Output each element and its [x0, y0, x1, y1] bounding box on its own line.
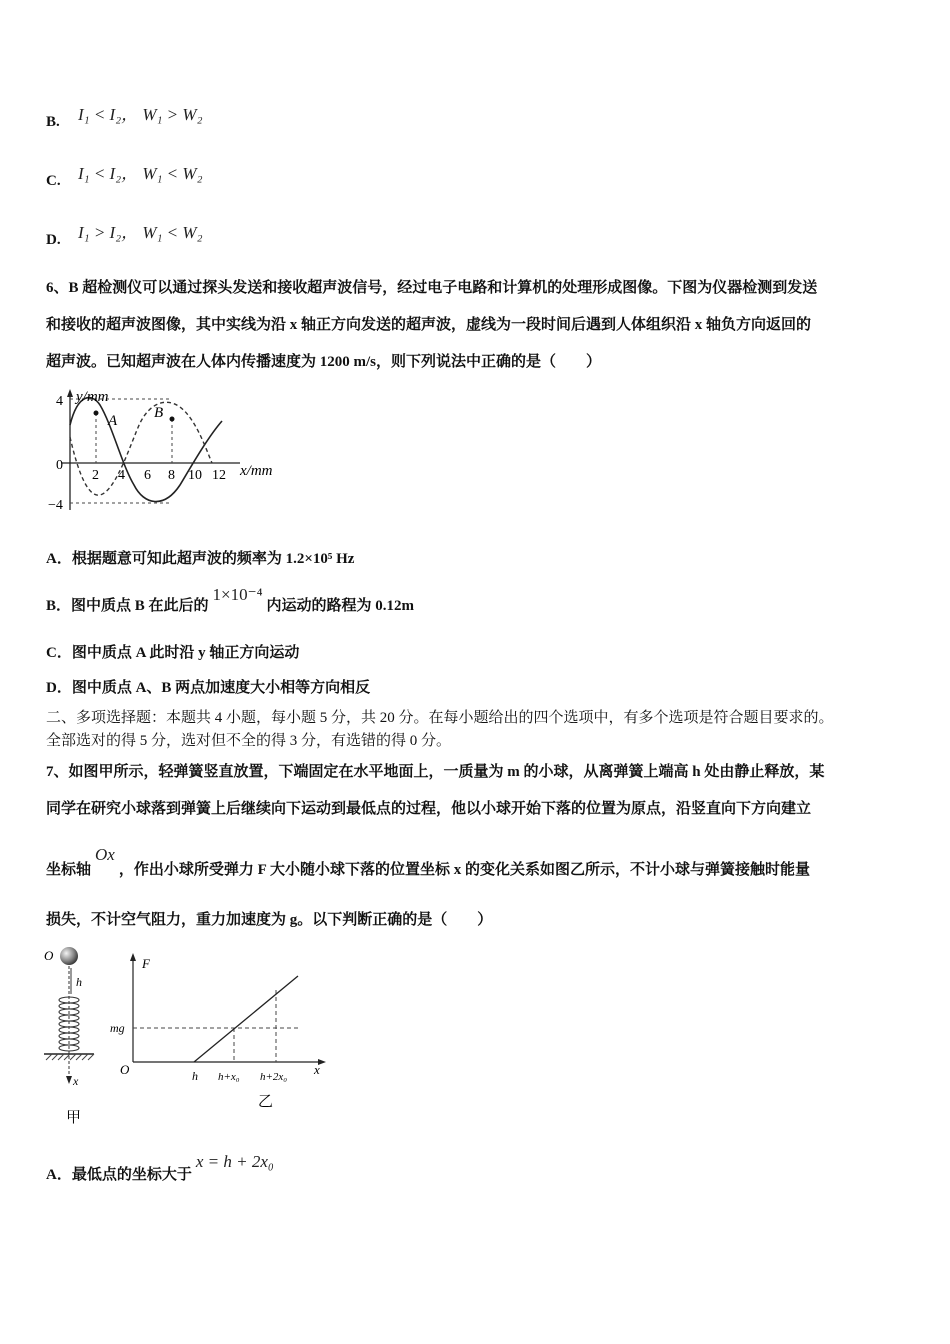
option-d-prev [46, 223, 203, 249]
q6-option-d: D．图中质点 A、B 两点加速度大小相等方向相反 [46, 680, 371, 696]
jia-x-label: x [73, 1074, 79, 1088]
q7-axis-formula: Ox [95, 845, 115, 864]
yi-caption: 乙 [258, 1094, 274, 1110]
figure-jia [40, 942, 110, 1132]
point-a-dot [94, 411, 99, 416]
y-axis-arrow [67, 389, 73, 397]
wave-graph [40, 385, 300, 520]
q7-line-3-suffix: ，作出小球所受弹力 F 大小随小球下落的位置坐标 x 的变化关系如图乙所示，不计小球与弹簧接触时能量 [118, 862, 810, 878]
option-formula: I₁ < I₂， W₁ > W₂ [78, 105, 203, 124]
q6-line-3: 超声波。已知超声波在人体内传播速度为 1200 m/s，则下列说法中正确的是（ ） [46, 354, 602, 370]
q6-option-a: A．根据题意可知此超声波的频率为 1.2×10⁵ Hz [46, 551, 355, 567]
jia-caption: 甲 [66, 1110, 82, 1126]
force-line [194, 976, 298, 1062]
section-2-heading [46, 707, 834, 753]
point-a-label: A [108, 413, 118, 429]
yi-h-2x0-label: h+2x₀ [260, 1071, 288, 1083]
yi-h-x0-label: h+x₀ [218, 1071, 240, 1083]
x-tick-6: 6 [144, 468, 151, 483]
q6-option-b-formula: 1×10⁻⁴ [212, 585, 263, 604]
x-tick-10: 10 [188, 468, 202, 483]
q6-option-c: C．图中质点 A 此时沿 y 轴正方向运动 [46, 645, 300, 661]
option-letter: D. [46, 232, 61, 248]
q7-option-a-prefix: A．最低点的坐标大于 [46, 1167, 192, 1183]
f-axis-arrow [130, 953, 136, 961]
option-b-prev [46, 105, 203, 131]
q6-line-1: 6、B 超检测仪可以通过探头发送和接收超声波信号，经过电子电路和计算机的处理形成图像。下图为仪器检测到发送 [46, 280, 818, 296]
ball [60, 947, 78, 965]
yi-mg-label: mg [110, 1021, 125, 1035]
q6-stem [46, 270, 817, 381]
option-letter: B. [46, 114, 60, 130]
y-tick-0: 0 [56, 458, 63, 473]
q7-line-3-prefix: 坐标轴 [46, 862, 92, 878]
q7-option-a-formula: x = h + 2x₀ [195, 1152, 274, 1171]
yi-x-label: x [314, 1062, 320, 1077]
option-formula: I₁ > I₂， W₁ < W₂ [78, 223, 203, 242]
jia-origin-label: O [44, 948, 54, 963]
q7-line-2: 同学在研究小球落到弹簧上后继续向下运动到最低点的过程，他以小球开始下落的位置为原点，沿竖直向下方向建立 [46, 801, 812, 817]
point-b-dot [170, 417, 175, 422]
y-tick-neg4: −4 [48, 498, 63, 513]
x-tick-12: 12 [212, 468, 226, 483]
option-c-prev [46, 164, 203, 190]
ground-hatch [46, 1054, 94, 1060]
q6-option-b-prefix: B．图中质点 B 在此后的 [46, 598, 209, 614]
x-axis-arrow [66, 1076, 72, 1084]
figure-yi [108, 948, 338, 1118]
yi-f-label: F [142, 956, 150, 971]
x-tick-4: 4 [118, 468, 125, 483]
yi-h-label: h [192, 1069, 198, 1083]
q6-option-b-suffix: 内运动的路程为 0.12m [266, 598, 415, 614]
q6-option-b [46, 585, 415, 615]
x-tick-8: 8 [168, 468, 175, 483]
q7-line-3 [46, 845, 810, 879]
jia-h-label: h [76, 975, 82, 989]
x-tick-2: 2 [92, 468, 99, 483]
x-axis-label: x/mm [240, 463, 273, 479]
q6-line-2: 和接收的超声波图像，其中实线为沿 x 轴正方向发送的超声波，虚线为一段时间后遇到人体组织沿 x 轴负方向返回的 [46, 317, 812, 333]
q7-line-4: 损失，不计空气阻力，重力加速度为 g。以下判断正确的是（ ） [46, 912, 493, 928]
q7-option-a [46, 1152, 274, 1184]
section-2-line-2: 全部选对的得 5 分，选对但不全的得 3 分，有选错的得 0 分。 [46, 733, 452, 749]
option-formula: I₁ < I₂， W₁ < W₂ [78, 164, 203, 183]
section-2-line-1: 二、多项选择题：本题共 4 小题，每小题 5 分，共 20 分。在每小题给出的四个选项中，有多个选项是符合题目要求的。 [46, 710, 834, 726]
y-axis-label: y/mm [76, 389, 109, 405]
q7-line-1: 7、如图甲所示，轻弹簧竖直放置，下端固定在水平地面上，一质量为 m 的小球，从离弹簧上端高 h 处由静止释放，某 [46, 764, 825, 780]
option-letter: C. [46, 173, 61, 189]
y-tick-4: 4 [56, 394, 63, 409]
point-b-label: B [154, 405, 164, 421]
yi-origin-label: O [120, 1062, 130, 1077]
